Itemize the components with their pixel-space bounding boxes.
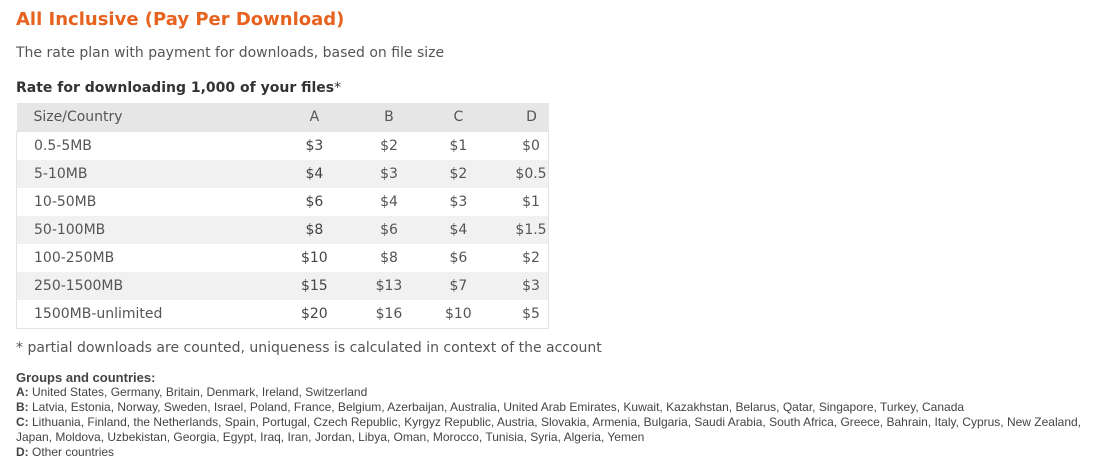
table-row <box>17 188 549 216</box>
rate-value: $15 <box>300 278 328 294</box>
rate-cell-b <box>329 272 405 300</box>
rate-cell-b <box>329 160 405 188</box>
rate-cell-b <box>329 244 405 272</box>
rate-value: $10 <box>444 306 472 322</box>
plan-title: All Inclusive (Pay Per Download) <box>16 9 345 30</box>
rate-cell-c <box>405 300 473 329</box>
rate-heading-asterisk: * <box>334 80 342 96</box>
group-line-a <box>16 385 1116 400</box>
rate-value: $1.5 <box>515 222 547 238</box>
size-cell: 250-1500MB <box>17 272 297 300</box>
rate-value: $10 <box>300 250 328 266</box>
rate-heading-text: Rate for downloading 1,000 of your files <box>16 80 335 96</box>
rate-value: $8 <box>380 250 398 266</box>
rate-value: $5 <box>522 306 540 322</box>
rate-cell-d <box>473 188 548 216</box>
group-countries: Other countries <box>28 445 115 459</box>
rate-cell-a <box>296 160 329 188</box>
rate-value: $7 <box>449 278 468 294</box>
rate-value: $8 <box>305 222 324 238</box>
rate-cell-b <box>329 188 405 216</box>
size-cell: 1500MB-unlimited <box>34 306 163 322</box>
rate-value: $0.5 <box>515 166 547 182</box>
rate-cell-b <box>329 132 405 161</box>
group-key: B: <box>16 400 29 414</box>
rate-cell-c <box>405 244 473 272</box>
rate-cell-d <box>473 132 548 161</box>
group-key: A: <box>16 385 29 399</box>
rate-value: $20 <box>300 306 328 322</box>
group-key: C: <box>16 415 29 429</box>
header-group-c-label: C <box>453 109 464 125</box>
rate-value: $0 <box>522 138 540 154</box>
rate-cell-c <box>405 188 473 216</box>
size-cell: 50-100MB <box>17 216 297 244</box>
rate-cell-b <box>329 300 405 329</box>
group-key: D: <box>16 445 29 459</box>
group-line-d <box>16 445 1116 460</box>
rate-cell-d <box>473 300 548 329</box>
rate-cell-a <box>296 300 329 329</box>
size-cell: 0.5-5MB <box>34 138 92 154</box>
rate-cell-d <box>473 272 548 300</box>
rate-value: $2 <box>380 138 398 154</box>
rate-value: $3 <box>522 278 540 294</box>
rate-heading <box>16 80 341 96</box>
rate-value: $3 <box>305 138 324 154</box>
group-line-b <box>16 400 1116 415</box>
rate-value: $1 <box>522 194 540 210</box>
rate-value: $1 <box>449 138 468 154</box>
rate-cell-d <box>473 216 548 244</box>
footnote: * partial downloads are counted, uniqueness is calculated in context of the account <box>16 340 602 356</box>
header-group-b-label: B <box>384 109 394 125</box>
rate-cell-c <box>405 272 473 300</box>
group-line-c <box>16 415 1116 445</box>
table-row <box>17 300 549 329</box>
rate-value: $2 <box>522 250 540 266</box>
rate-value: $6 <box>449 250 468 266</box>
header-group-a <box>296 103 329 132</box>
rate-value: $2 <box>449 166 468 182</box>
rate-value: $13 <box>375 278 403 294</box>
rate-cell-a <box>296 132 329 161</box>
rate-table-header-row <box>17 103 549 132</box>
rate-value: $4 <box>305 166 324 182</box>
rate-cell-a <box>296 244 329 272</box>
rate-value: $3 <box>380 166 398 182</box>
rate-table <box>16 103 549 329</box>
groups-title: Groups and countries: <box>16 370 156 385</box>
header-group-d <box>473 103 548 132</box>
table-row <box>17 160 549 188</box>
rate-cell-c <box>405 132 473 161</box>
header-group-a-label: A <box>309 109 320 125</box>
rate-cell-d <box>473 160 548 188</box>
rate-value: $16 <box>375 306 403 322</box>
rate-value: $6 <box>305 194 324 210</box>
rate-cell-a <box>296 188 329 216</box>
header-group-d-label: D <box>526 109 537 125</box>
rate-cell-d <box>473 244 548 272</box>
rate-cell-c <box>405 160 473 188</box>
rate-cell-c <box>405 216 473 244</box>
header-group-b <box>329 103 405 132</box>
header-size-country: Size/Country <box>17 103 297 132</box>
header-group-c <box>405 103 473 132</box>
group-countries: Latvia, Estonia, Norway, Sweden, Israel, Poland, France, Belgium, Azerbaijan, Australia, United Arab Emirates, Kuwait, Kazakhstan, Belarus, Qatar, Singapore, Turkey, Canada <box>28 400 965 414</box>
groups-section <box>16 370 1116 460</box>
rate-cell-a <box>296 216 329 244</box>
rate-cell-a <box>296 272 329 300</box>
rate-value: $4 <box>449 222 468 238</box>
size-cell: 10-50MB <box>34 194 97 210</box>
rate-value: $6 <box>380 222 398 238</box>
plan-subtitle: The rate plan with payment for downloads, based on file size <box>16 45 445 61</box>
group-countries: United States, Germany, Britain, Denmark, Ireland, Switzerland <box>28 385 368 399</box>
table-row <box>17 244 549 272</box>
table-row <box>17 272 549 300</box>
table-row <box>17 216 549 244</box>
table-row <box>17 132 549 161</box>
rate-cell-b <box>329 216 405 244</box>
rate-value: $4 <box>380 194 398 210</box>
rate-value: $3 <box>449 194 468 210</box>
size-cell: 100-250MB <box>34 250 115 266</box>
size-cell: 5-10MB <box>17 160 297 188</box>
group-countries: Lithuania, Finland, the Netherlands, Spain, Portugal, Czech Republic, Kyrgyz Republic, Austria, Slovakia, Armenia, Bulgaria, Saudi Arabia, South Africa, Greece, Bahrain, Italy, Cyprus, New Zealand, Japan, Moldova, Uzbekistan, Georgia, Egypt, Iraq, Iran, Jordan, Libya, Oman, Morocco, Tunisia, Syria, Algeria, Yemen <box>16 415 1082 444</box>
